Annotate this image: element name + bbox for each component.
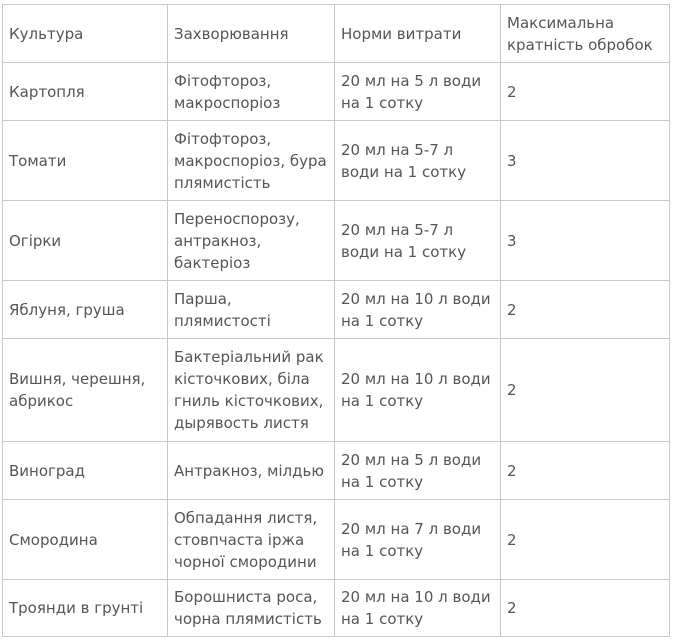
header-crop: Культура [3,5,168,63]
cell-disease: Бактеріальний рак кісточкових, біла гниль кісточкових, дырявость листя [168,339,335,442]
cell-max-treatments: 2 [501,500,670,580]
header-dosage: Норми витрати [335,5,501,63]
cell-dosage: 20 мл на 5-7 л води на 1 сотку [335,201,501,281]
cell-max-treatments: 2 [501,442,670,500]
table-row [3,63,670,121]
table-row [3,442,670,500]
header-max-treatments: Максимальна кратність обробок [501,5,670,63]
cell-dosage: 20 мл на 5 л води на 1 сотку [335,442,501,500]
cell-dosage: 20 мл на 5 л води на 1 сотку [335,63,501,121]
crop-treatment-table [2,4,670,637]
cell-disease: Фітофтороз, макроспоріоз, бура плямистість [168,121,335,201]
table-row [3,580,670,637]
cell-disease: Парша, плямистості [168,281,335,339]
header-disease: Захворювання [168,5,335,63]
table-header-row [3,5,670,63]
cell-max-treatments: 3 [501,121,670,201]
cell-max-treatments: 2 [501,339,670,442]
cell-dosage: 20 мл на 5-7 л води на 1 сотку [335,121,501,201]
cell-dosage: 20 мл на 10 л води на 1 сотку [335,281,501,339]
cell-max-treatments: 2 [501,580,670,637]
cell-crop: Картопля [3,63,168,121]
cell-max-treatments: 2 [501,281,670,339]
cell-dosage: 20 мл на 10 л води на 1 сотку [335,580,501,637]
cell-crop: Яблуня, груша [3,281,168,339]
cell-crop: Троянди в грунті [3,580,168,637]
cell-dosage: 20 мл на 10 л води на 1 сотку [335,339,501,442]
cell-crop: Вишня, черешня, абрикос [3,339,168,442]
table-row [3,339,670,442]
cell-disease: Переноспорозу, антракноз, бактеріоз [168,201,335,281]
cell-max-treatments: 2 [501,63,670,121]
table-row [3,201,670,281]
cell-crop: Томати [3,121,168,201]
table-row [3,121,670,201]
cell-crop: Огірки [3,201,168,281]
table-row [3,500,670,580]
cell-disease: Борошниста роса, чорна плямистість [168,580,335,637]
cell-dosage: 20 мл на 7 л води на 1 сотку [335,500,501,580]
cell-disease: Обпадання листя, стовпчаста іржа чорної смородини [168,500,335,580]
cell-disease: Антракноз, мілдью [168,442,335,500]
table-row [3,281,670,339]
cell-max-treatments: 3 [501,201,670,281]
cell-crop: Виноград [3,442,168,500]
cell-crop: Смородина [3,500,168,580]
cell-disease: Фітофтороз, макроспоріоз [168,63,335,121]
